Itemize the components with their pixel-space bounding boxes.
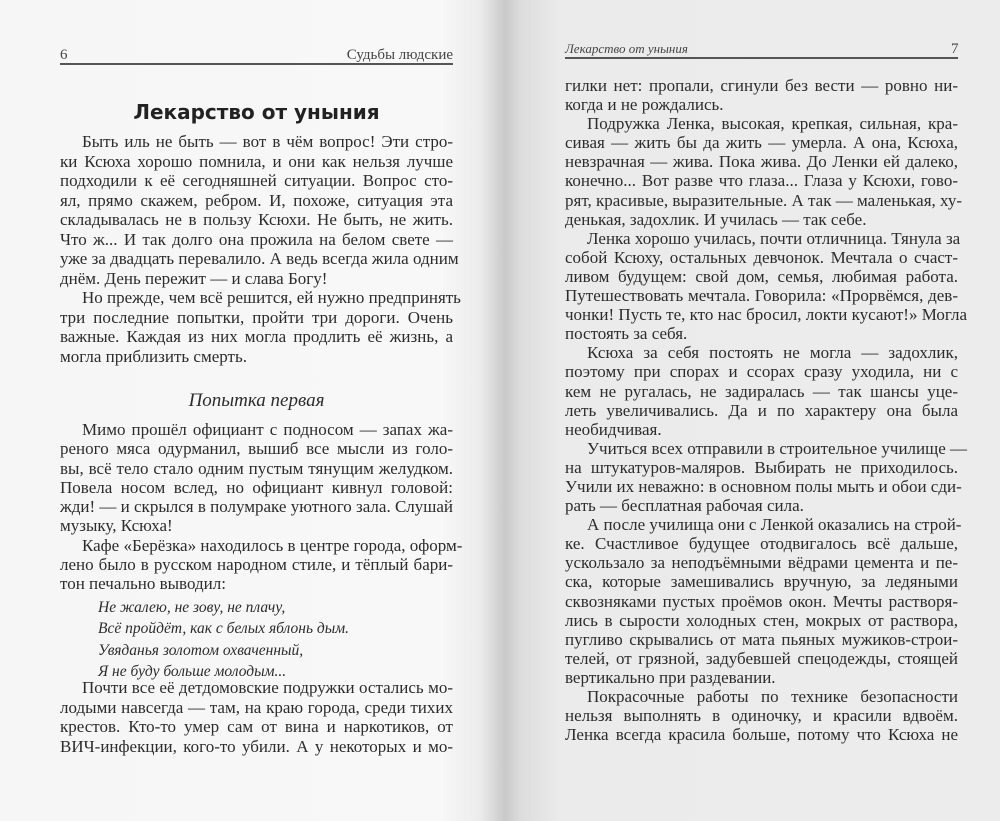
intro-text <box>60 132 461 366</box>
right-page <box>500 0 1000 821</box>
text-line: лись в сырости холодных стен, мокрых от раствора, <box>565 610 958 630</box>
section-text <box>60 420 463 594</box>
text-line: Мимо прошёл официант с подносом — запах жа- <box>82 420 453 439</box>
text-line: Учили их неважно: в основном полы мыть и обои сди- <box>565 476 962 496</box>
text-line: рят, красивые, выразительные. А так — маленькая, ху- <box>565 190 963 210</box>
text-line: Повела носом вслед, но официант кивнул головой: <box>60 477 453 497</box>
text-line: могла приблизить смерть. <box>60 346 247 366</box>
text-line: Ксюха за себя постоять не могла — задохлик, <box>587 343 958 363</box>
text-line: Покрасочные работы по технике безопасности <box>587 687 958 706</box>
text-line: ял, прямо скажем, ребром. И, похоже, ситуация эта <box>60 190 453 210</box>
text-line: подходили к её сегодняшней ситуации. Вопрос сто- <box>60 171 453 190</box>
text-line: Быть иль не быть — вот в чём вопрос! Эти стро- <box>82 132 453 151</box>
text-line: тон печально выводил: <box>60 574 226 594</box>
text-line: днём. День пережит — и слава Богу! <box>60 268 328 288</box>
text-line: пугливо скрывались от мата пьяных мужиков-строи- <box>565 629 958 649</box>
text-line: невзрачная — жива. Пока жива. До Ленки ей далеко, <box>565 152 958 172</box>
text-line: Подружка Ленка, высокая, крепкая, сильная, кра- <box>587 114 958 134</box>
text-line: ска, которые замешивались вручную, за ледяными <box>565 572 958 592</box>
text-line: лено было в русском народном стиле, и тёплый бари- <box>60 555 453 575</box>
poem-line: Увяданья золотом охваченный, <box>98 641 304 659</box>
text-line: жди! — и скрылся в полумраке уютного зала. Слушай <box>60 497 453 517</box>
poem <box>98 597 438 682</box>
text-line: леть увеличивались. Да и по характеру она была <box>565 400 958 420</box>
text-line: А после училища они с Ленкой оказались на строй- <box>587 515 962 535</box>
chapter-title: Лекарство от уныния <box>133 100 380 124</box>
text-line: лодыми навсегда — там, на краю города, среди тихих <box>60 697 453 717</box>
running-head: Судьбы людские <box>346 47 453 63</box>
text-line: нельзя выполнять в одиночку, и красили вдвоём. <box>565 706 958 726</box>
text-line: чонки! Пусть те, кто нас бросил, локти кусают!» Могла <box>565 305 968 325</box>
text-line: сивая — жить бы да жить — умерла. А она, Ксюха, <box>565 133 958 153</box>
text-line: Учиться всех отправили в строительное училище — <box>587 438 968 458</box>
body-text <box>565 76 968 745</box>
text-line: три последние попытки, пройти три дороги. Очень <box>60 307 453 327</box>
text-line: музыку, Ксюха! <box>60 516 173 536</box>
header-rule <box>565 57 958 59</box>
text-line: гилки нет: пропали, сгинули без вести — ровно ни- <box>565 76 958 95</box>
text-line: Кафе «Берёзка» находилось в центре города, оформ- <box>82 535 463 555</box>
page-number: 7 <box>951 41 959 57</box>
header-rule <box>60 63 453 65</box>
text-line: вертикально при раздевании. <box>565 667 776 687</box>
text-line: собой Ксюху, остальных девчонок. Мечтала о счаст- <box>565 247 958 267</box>
text-line: когда и не рождались. <box>565 95 724 115</box>
text-line: Почти все её детдомовские подружки остались мо- <box>82 678 453 697</box>
running-head: Лекарство от уныния <box>565 41 688 56</box>
page-number: 6 <box>60 47 68 63</box>
section-subtitle: Попытка первая <box>188 390 325 411</box>
text-line: телей, от грязной, задубевшей спецодежды, стоящей <box>565 648 958 668</box>
text-line: сквозняками пустых проёмов окон. Мечты растворя- <box>565 591 958 611</box>
text-line: поэтому при спорах и ссорах сразу уходила, ни с <box>565 362 958 382</box>
text-line: денькая, задохлик. И училась — так себе. <box>565 209 867 229</box>
text-line: Путешествовать мечтала. Говорила: «Прорвёмся, дев- <box>565 286 958 306</box>
text-line: ускользало за неподъёмными вёдрами цемента и пе- <box>565 553 958 573</box>
poem-line: Не жалею, не зову, не плачу, <box>98 599 286 616</box>
text-line: Но прежде, чем всё решится, ей нужно предпринять <box>82 288 461 307</box>
closing-text <box>60 678 453 757</box>
text-line: конечно... Вот разве что глаза... Глаза у Ксюхи, гово- <box>565 171 958 191</box>
text-line: ливом будущем: свой дом, семья, любимая работа. <box>565 266 958 286</box>
text-line: важные. Каждая из них могла продлить её жизнь, а <box>60 327 453 346</box>
text-line: складывалась не в пользу Ксюхи. Не быть, не жить. <box>60 210 453 229</box>
text-line: ВИЧ-инфекции, кого-то убили. А у некоторых и мо- <box>60 737 453 757</box>
text-line: Ленка хорошо училась, почти отличница. Тянула за <box>587 228 961 248</box>
text-line: ке. Счастливое будущее отодвигалось всё дальше, <box>565 534 958 554</box>
text-line: ки Ксюха хорошо помнила, и они как нельзя лучше <box>60 151 453 171</box>
text-line: Что ж... И так долго она прожила на белом свете — <box>60 229 453 249</box>
text-line: рать — бесплатная рабочая сила. <box>565 496 804 516</box>
text-line: необидчивая. <box>565 419 662 439</box>
text-line: на штукатуров-маляров. Выбирать не приходилось. <box>565 457 958 477</box>
text-line: уже за двадцать перевалило. А ведь всегда жила одним <box>60 249 459 268</box>
text-line: реного мяса одурманил, вышиб все мысли из голо- <box>60 439 453 459</box>
poem-line: Всё пройдёт, как с белых яблонь дым. <box>98 620 349 638</box>
text-line: крестов. Кто-то умер сам от вина и наркотиков, от <box>60 717 453 737</box>
text-line: постоять за себя. <box>565 324 688 344</box>
text-line: Ленка всегда красила больше, потому что Ксюха не <box>565 725 958 745</box>
text-line: вы, всё тело стало одним пустым тянущим желудком. <box>60 458 453 478</box>
poem-line: Я не буду больше молодым... <box>98 662 287 680</box>
text-line: кем не ругалась, не задиралась — так шансы уце- <box>565 381 958 401</box>
